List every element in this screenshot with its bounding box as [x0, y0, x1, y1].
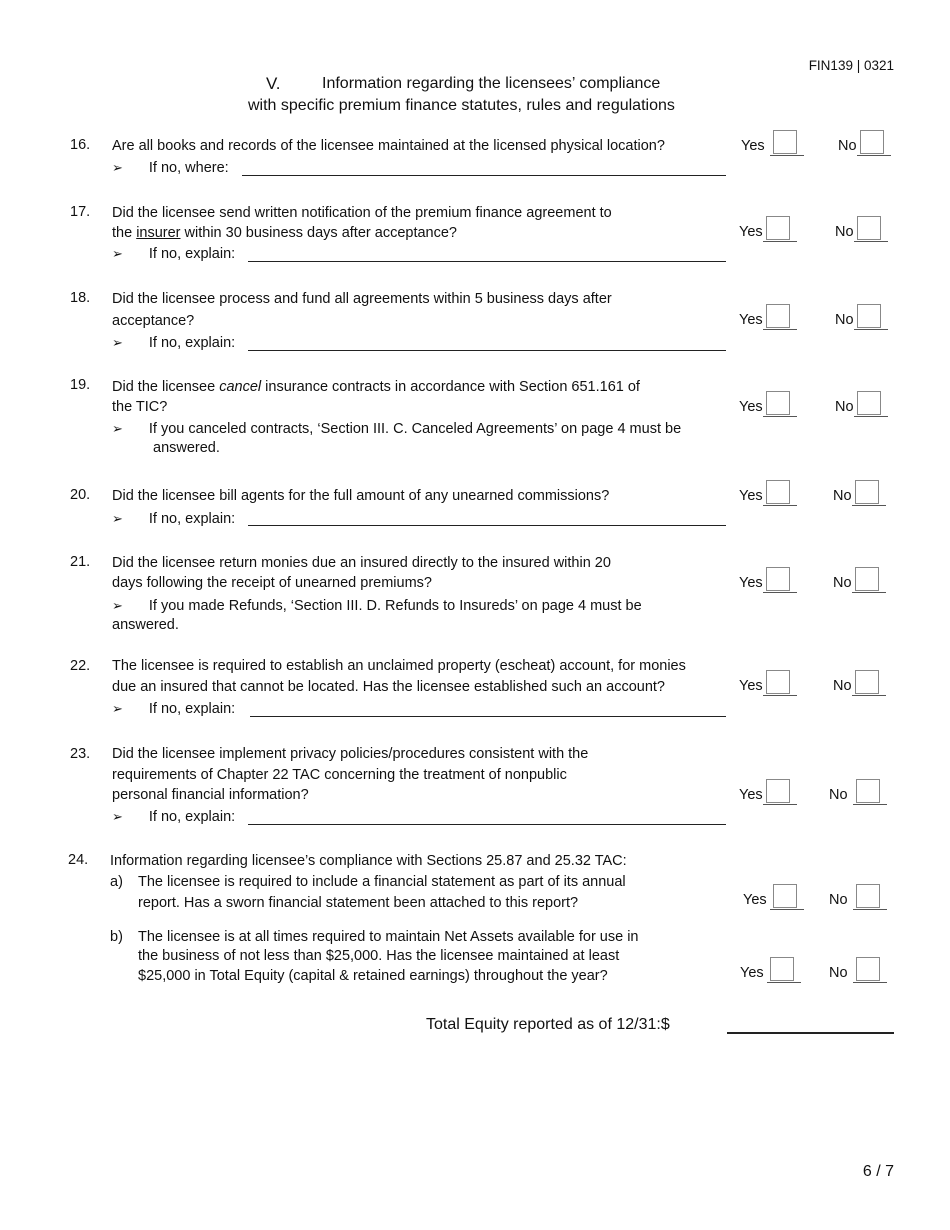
text-part: the: [112, 225, 137, 241]
question-24b-label: b): [110, 929, 123, 945]
question-24b-text-3: $25,000 in Total Equity (capital & retained earnings) throughout the year?: [138, 968, 608, 984]
yes-checkbox[interactable]: [773, 130, 797, 154]
question-24b-text: The licensee is at all times required to maintain Net Assets available for use in: [138, 929, 639, 945]
no-option-23[interactable]: [829, 779, 880, 803]
text-part: within 30 business days after acceptance?: [180, 225, 457, 241]
question-21-sub-2: answered.: [112, 617, 179, 633]
question-19-sub: [112, 418, 681, 440]
no-label: No: [835, 224, 854, 240]
yes-option-16[interactable]: [741, 130, 797, 154]
no-option-22[interactable]: [833, 670, 879, 694]
yes-checkbox[interactable]: [766, 670, 790, 694]
question-21-text: Did the licensee return monies due an insured directly to the insured within 20: [112, 555, 611, 571]
question-23-text: Did the licensee implement privacy policies/procedures consistent with the: [112, 746, 589, 762]
yes-checkbox[interactable]: [766, 779, 790, 803]
question-number: 21.: [70, 554, 91, 570]
no-label: No: [833, 678, 852, 694]
total-equity-label: Total Equity reported as of 12/31:$: [426, 1016, 670, 1033]
sub-label: If no, explain:: [148, 335, 236, 351]
yes-option-24a[interactable]: [743, 884, 797, 908]
yes-label: Yes: [739, 488, 763, 504]
yes-option-24b[interactable]: [740, 957, 794, 981]
yes-option-18[interactable]: [739, 304, 790, 328]
no-option-24b[interactable]: [829, 957, 880, 981]
question-number: 17.: [70, 204, 91, 220]
no-checkbox[interactable]: [856, 779, 880, 803]
question-number: 23.: [70, 746, 91, 762]
yes-option-23[interactable]: [739, 779, 790, 803]
no-label: No: [833, 488, 852, 504]
question-24a-text: The licensee is required to include a financial statement as part of its annual: [138, 874, 626, 890]
no-label: No: [829, 892, 848, 908]
question-number: 24.: [68, 852, 89, 868]
question-24a-label: a): [110, 874, 123, 890]
no-checkbox[interactable]: [857, 391, 881, 415]
yes-option-22[interactable]: [739, 670, 790, 694]
question-22-sub: [112, 698, 235, 720]
no-label: No: [835, 399, 854, 415]
total-equity-field[interactable]: [727, 1032, 894, 1034]
question-24b-text-2: the business of not less than $25,000. Has the licensee maintained at least: [138, 948, 620, 964]
arrow-bullet-icon: ➢: [112, 809, 123, 824]
question-18-text-2: acceptance?: [112, 313, 195, 329]
question-16-text: Are all books and records of the licensee maintained at the licensed physical location?: [112, 138, 665, 154]
yes-checkbox[interactable]: [773, 884, 797, 908]
no-checkbox[interactable]: [860, 130, 884, 154]
section-title-line1: Information regarding the licensees’ compliance: [322, 75, 661, 92]
sub-label: If you canceled contracts, ‘Section III. C. Canceled Agreements’ on page 4 must be: [148, 421, 682, 437]
no-option-17[interactable]: [835, 216, 881, 240]
sub-label: If no, explain:: [148, 809, 236, 825]
arrow-bullet-icon: ➢: [112, 160, 123, 175]
question-22-text-2: due an insured that cannot be located. Has the licensee established such an account?: [112, 679, 665, 695]
question-17-text-2: [112, 223, 457, 244]
question-number: 19.: [70, 377, 91, 393]
no-checkbox[interactable]: [856, 957, 880, 981]
question-18-text: Did the licensee process and fund all agreements within 5 business days after: [112, 291, 612, 307]
answer-line-16[interactable]: [242, 175, 726, 176]
no-checkbox[interactable]: [857, 304, 881, 328]
yes-checkbox[interactable]: [766, 480, 790, 504]
no-label: No: [838, 138, 857, 154]
yes-label: Yes: [739, 399, 763, 415]
yes-label: Yes: [740, 965, 764, 981]
question-24a-text-2: report. Has a sworn financial statement been attached to this report?: [138, 895, 579, 911]
no-option-18[interactable]: [835, 304, 881, 328]
no-option-19[interactable]: [835, 391, 881, 415]
yes-checkbox[interactable]: [766, 304, 790, 328]
yes-label: Yes: [739, 575, 763, 591]
no-option-16[interactable]: [838, 130, 884, 154]
question-number: 22.: [70, 658, 91, 674]
yes-label: Yes: [739, 787, 763, 803]
arrow-bullet-icon: ➢: [112, 335, 123, 350]
question-20-sub: [112, 508, 235, 530]
yes-label: Yes: [743, 892, 767, 908]
no-checkbox[interactable]: [855, 670, 879, 694]
question-number: 16.: [70, 137, 91, 153]
question-17-sub: [112, 243, 235, 265]
arrow-bullet-icon: ➢: [112, 246, 123, 261]
text-part: cancel: [219, 379, 262, 395]
yes-option-19[interactable]: [739, 391, 790, 415]
arrow-bullet-icon: ➢: [112, 701, 123, 716]
yes-label: Yes: [739, 224, 763, 240]
question-24-text: Information regarding licensee’s compliance with Sections 25.87 and 25.32 TAC:: [110, 853, 627, 869]
yes-checkbox[interactable]: [766, 567, 790, 591]
text-part: Did the licensee: [112, 379, 220, 395]
question-19-text-2: the TIC?: [112, 399, 168, 415]
no-checkbox[interactable]: [856, 884, 880, 908]
question-20-text: Did the licensee bill agents for the full amount of any unearned commissions?: [112, 488, 610, 504]
arrow-bullet-icon: ➢: [112, 511, 123, 526]
yes-checkbox[interactable]: [766, 216, 790, 240]
question-22-text: The licensee is required to establish an unclaimed property (escheat) account, for monies: [112, 658, 686, 674]
sub-label: If you made Refunds, ‘Section III. D. Refunds to Insureds’ on page 4 must be: [148, 598, 642, 614]
form-id: FIN139 | 0321: [808, 58, 894, 73]
answer-line-18[interactable]: [248, 350, 726, 351]
no-label: No: [829, 787, 848, 803]
no-checkbox[interactable]: [855, 567, 879, 591]
no-label: No: [835, 312, 854, 328]
question-number: 20.: [70, 487, 91, 503]
answer-line-20[interactable]: [248, 525, 726, 526]
yes-checkbox[interactable]: [770, 957, 794, 981]
question-17-text: Did the licensee send written notification of the premium finance agreement to: [112, 205, 612, 221]
sub-label: If no, where:: [148, 160, 229, 176]
question-21-text-2: days following the receipt of unearned premiums?: [112, 575, 432, 591]
answer-line-22[interactable]: [250, 716, 726, 717]
yes-checkbox[interactable]: [766, 391, 790, 415]
question-23-text-3: personal financial information?: [112, 787, 309, 803]
question-19-sub-2: answered.: [153, 440, 220, 456]
yes-option-21[interactable]: [739, 567, 790, 591]
question-16-sub: [112, 157, 229, 179]
text-part: insurance contracts in accordance with Section 651.161 of: [261, 379, 640, 395]
sub-label: If no, explain:: [148, 701, 236, 717]
answer-line-23[interactable]: [248, 824, 726, 825]
question-21-sub: [112, 595, 642, 617]
page-number: 6 / 7: [862, 1163, 894, 1180]
yes-label: Yes: [739, 678, 763, 694]
no-label: No: [829, 965, 848, 981]
no-option-21[interactable]: [833, 567, 879, 591]
question-number: 18.: [70, 290, 91, 306]
yes-option-17[interactable]: [739, 216, 790, 240]
yes-label: Yes: [739, 312, 763, 328]
text-part: insurer: [136, 225, 181, 241]
sub-label: If no, explain:: [148, 246, 236, 262]
arrow-bullet-icon: ➢: [112, 421, 123, 436]
no-checkbox[interactable]: [857, 216, 881, 240]
sub-label: If no, explain:: [148, 511, 236, 527]
section-roman: V.: [266, 74, 281, 93]
question-23-sub: [112, 806, 235, 828]
no-checkbox[interactable]: [855, 480, 879, 504]
question-19-text: [112, 377, 640, 398]
question-23-text-2: requirements of Chapter 22 TAC concerning the treatment of nonpublic: [112, 767, 567, 783]
no-option-24a[interactable]: [829, 884, 880, 908]
yes-label: Yes: [741, 138, 765, 154]
yes-option-20[interactable]: [739, 480, 790, 504]
section-title-line2: with specific premium finance statutes, rules and regulations: [248, 97, 675, 114]
no-option-20[interactable]: [833, 480, 879, 504]
question-18-sub: [112, 332, 235, 354]
answer-line-17[interactable]: [248, 261, 726, 262]
arrow-bullet-icon: ➢: [112, 598, 123, 613]
no-label: No: [833, 575, 852, 591]
